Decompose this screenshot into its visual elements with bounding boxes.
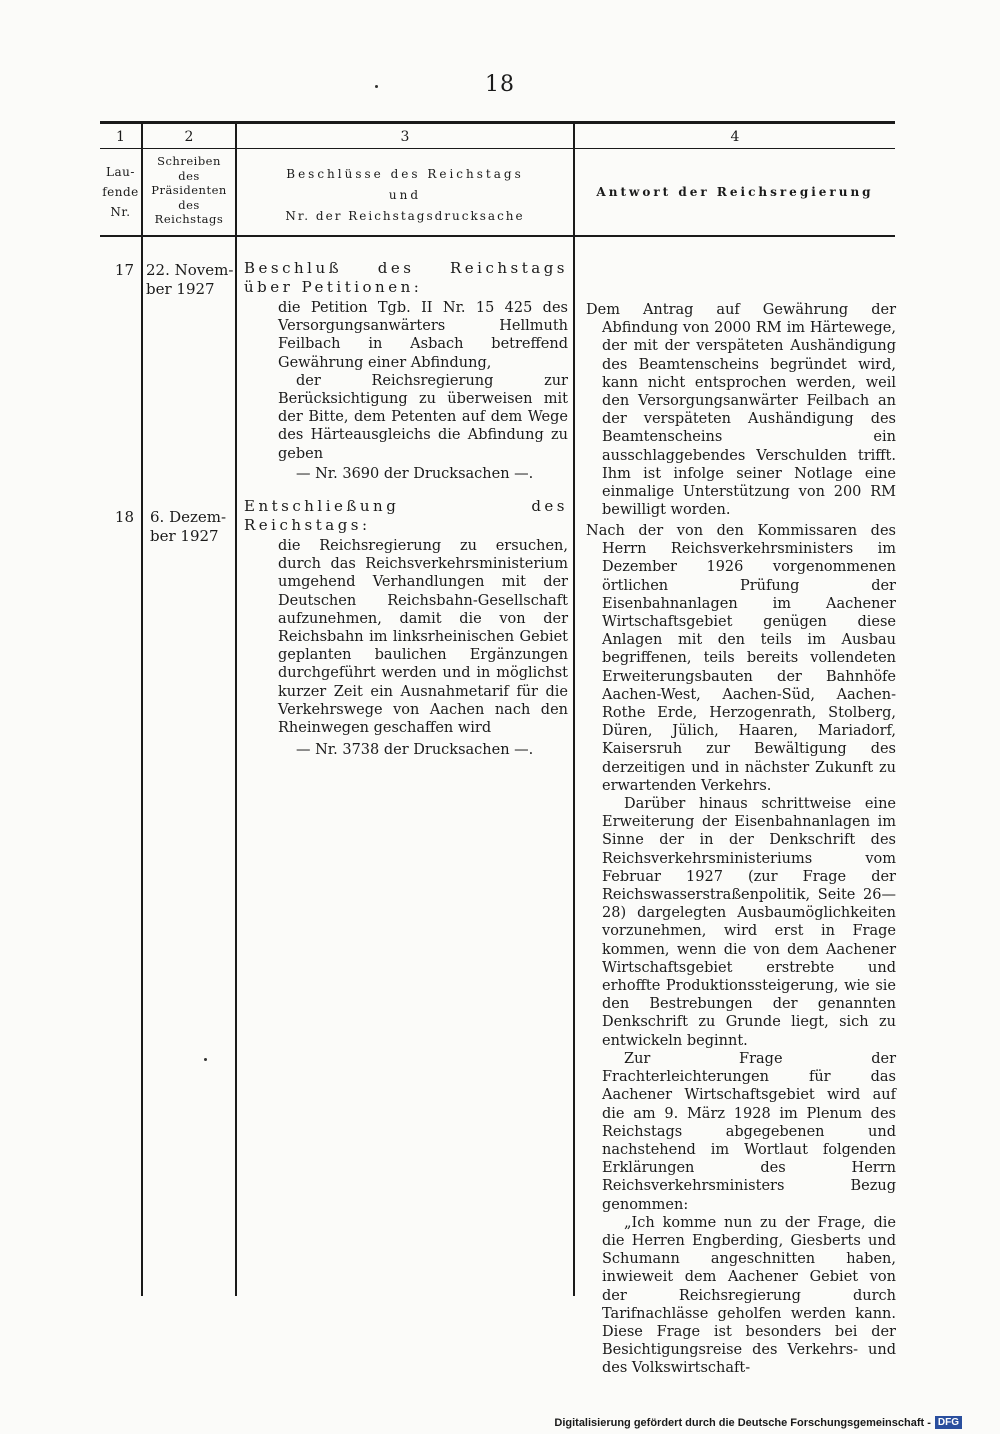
- entry-18-date: 6. Dezem- ber 1927: [150, 508, 227, 545]
- entry-18-answer-para-1: Nach der von den Kommissaren des Herrn Reichsverkehrsministers im Dezember 1926 vorgenommenen örtlichen Prüfung der Eisenbahnanlagen im Aachener Wirtschaftsgebiet genügen diese Anlagen mit den teils im Ausbau begriffenen, teils bereits vollendeten Erweiterungsbauten der Bahnhöfe Aachen-West, Aachen-Süd, Aachen-Rothe Erde, Herzogenrath, Stolberg, Düren, Jülich, Haaren, Mariadorf, Kaisersruh zur Bewältigung des derzeitigen und in nächster Zukunft zu erwartenden Verkehrs.: [586, 523, 896, 794]
- entry-17-date: 22. Novem- ber 1927: [146, 261, 234, 298]
- header-numbers-rule: [100, 148, 895, 149]
- entry-17-resolution-body: die Petition Tgb. II Nr. 15 425 des Versorgungsanwärters Hellmuth Feilbach in Asbach betreffend Gewährung einer Abfindung,: [278, 300, 568, 371]
- entry-17-resolution-heading: Beschluß des Reichstags über Petitionen:: [244, 259, 568, 296]
- column-divider-2: [235, 124, 237, 1296]
- col2-header: Schreiben des Präsidenten des Reichstags: [151, 154, 227, 226]
- footer-credit: [554, 1416, 962, 1429]
- entry-17-number: 17: [114, 261, 134, 279]
- col4-header: Antwort der Reichsregierung: [596, 185, 874, 199]
- entry-18-number: 18: [114, 508, 134, 526]
- column-number-4: 4: [730, 129, 740, 145]
- entry-18-resolution-body: die Reichsregierung zu ersuchen, durch das Reichsverkehrsministerium umgehend Verhandlungen mit der Deutschen Reichsbahn-Gesellschaft aufzunehmen, damit die von der Reichsbahn im linksrheinischen Gebiet geplanten baulichen Ergänzungen durchgeführt werden und in möglichst kurzer Zeit ein Ausnahmetarif für die Verkehrswege von Aachen nach den Rheinwegen geschaffen wird: [278, 538, 568, 737]
- entry-18-answer-para-3: Zur Frage der Frachterleichterungen für das Aachener Wirtschaftsgebiet wird auf die am 9. März 1928 im Plenum des Reichstags abgegebenen und nachstehend im Wortlaut folgenden Erklärungen des Herrn Reichsverkehrsministers Bezug genommen:: [602, 1050, 896, 1213]
- top-rule: [100, 121, 895, 124]
- col1-header: Lau- fende Nr.: [102, 165, 139, 219]
- entry-17-resolution-action: der Reichsregierung zur Berücksichtigung zu überweisen mit der Bitte, dem Petenten auf dem Wege des Härteausgleichs die Abfindung zu geben: [278, 372, 568, 462]
- column-number-3: 3: [400, 129, 410, 145]
- scan-speck: [204, 1058, 207, 1061]
- entry-18-answer-para-4: „Ich komme nun zu der Frage, die die Herren Engberding, Giesberts und Schumann angeschnitten haben, inwieweit dem Aachener Gebiet von der Reichsregierung durch Tarifnachlässe geholfen werden kann. Diese Frage ist besonders bei der Besichtigungsreise des Verkehrs- und des Volkswirtschaft-: [602, 1214, 896, 1377]
- column-divider-3: [573, 124, 575, 1296]
- entry-17-resolution: [244, 259, 568, 483]
- scan-speck: [375, 85, 378, 88]
- page-number: 18: [485, 72, 515, 97]
- col3-header: Beschlüsse des Reichstags und Nr. der Reichstagsdrucksache: [285, 167, 525, 223]
- entry-18-answer-para-2: Darüber hinaus schrittweise eine Erweiterung der Eisenbahnanlagen im Sinne der in der Denkschrift des Reichsverkehrsministeriums vom Februar 1927 (zur Frage der Reichswasserstraßenpolitik, Seite 26—28) dargelegten Ausbaumöglichkeiten vorzunehmen, wird erst in Frage kommen, wenn die von dem Aachener Wirtschaftsgebiet erstrebte und erhoffte Produktionssteigerung, wie sie den Bestrebungen der genannten Denkschrift zu Grunde liegt, sich zu entwickeln beginnt.: [602, 796, 896, 1049]
- dfg-logo: DFG: [935, 1416, 962, 1429]
- entry-17-answer: [586, 301, 896, 519]
- entry-18-resolution: [244, 497, 568, 759]
- column-number-2: 2: [184, 129, 194, 145]
- entry-17-drucksache: — Nr. 3690 der Drucksachen —.: [296, 465, 534, 482]
- entry-18-drucksache: — Nr. 3738 der Drucksachen —.: [296, 742, 534, 759]
- column-number-1: 1: [116, 129, 125, 145]
- entry-17-answer-para-1: Dem Antrag auf Gewährung der Abfindung von 2000 RM im Härtewege, der mit der verspäteten Aushändigung des Beamtenscheins begründet wird, kann nicht entsprochen werden, weil den Versorgungsanwärter Feilbach an der verspäteten Aushändigung des Beamtenscheins ein ausschlaggebendes Verschulden trifft. Ihm ist infolge seiner Notlage eine einmalige Unterstützung von 200 RM bewilligt worden.: [586, 302, 896, 519]
- header-bottom-rule: [100, 235, 895, 237]
- entry-18-answer: [586, 522, 896, 1378]
- column-divider-1: [141, 124, 143, 1296]
- entry-18-resolution-heading: Entschließung des Reichstags:: [244, 497, 568, 534]
- footer-text: Digitalisierung gefördert durch die Deutsche Forschungsgemeinschaft -: [554, 1416, 931, 1429]
